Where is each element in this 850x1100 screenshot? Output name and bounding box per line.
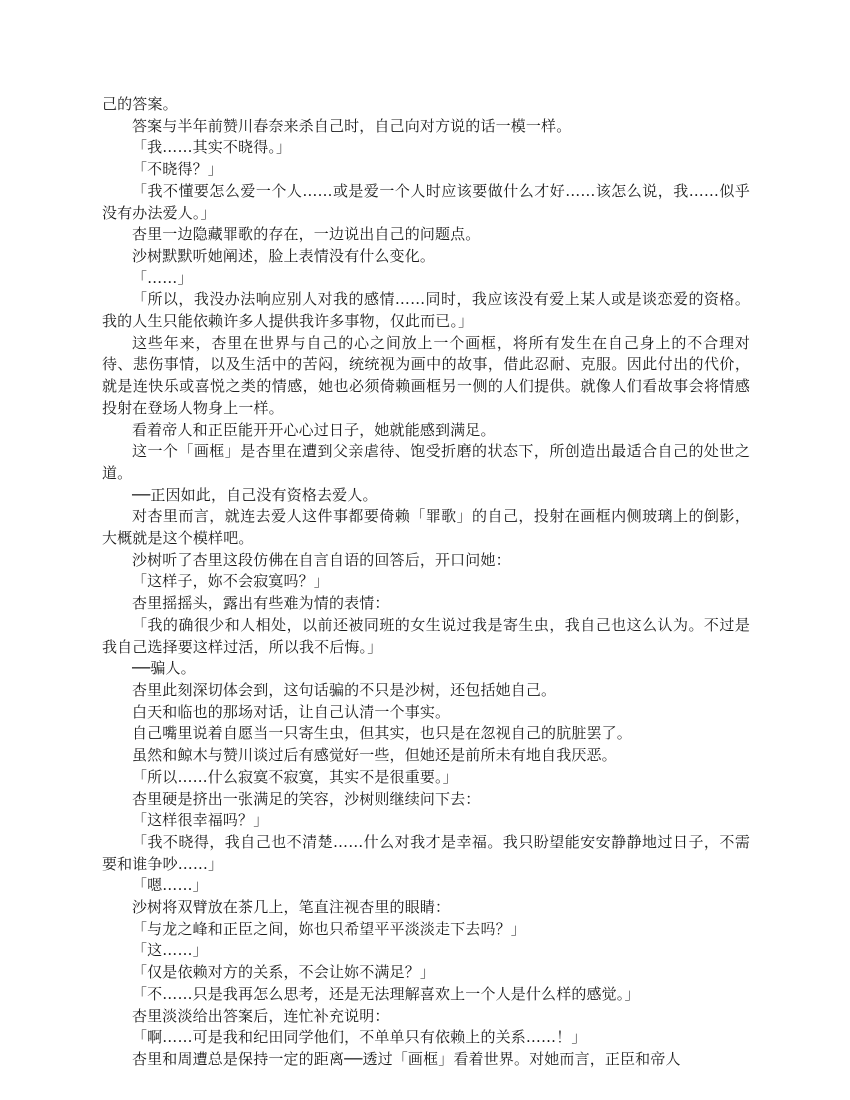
paragraph: 「我的确很少和人相处，以前还被同班的女生说过我是寄生虫，我自己也这么认为。不过是我自己选择要这样过活，所以我不后悔。」 [102, 615, 750, 656]
paragraph: 「嗯……」 [132, 876, 208, 895]
paragraph: 「这样很幸福吗？」 [132, 811, 269, 830]
paragraph: 「我……其实不晓得。」 [132, 138, 292, 157]
paragraph: 杏里摇摇头，露出有些难为情的表情： [132, 594, 390, 613]
paragraph: 杏里一边隐藏罪歌的存在，一边说出自己的问题点。 [132, 225, 481, 244]
paragraph: 白天和临也的那场对话，让自己认清一个事实。 [132, 702, 451, 721]
paragraph: 「我不懂要怎么爱一个人……或是爱一个人时应该要做什么才好……该怎么说，我……似乎没有办法爱人。」 [102, 181, 750, 222]
paragraph: 沙树默默听她阐述，脸上表情没有什么变化。 [132, 246, 436, 265]
paragraph: 「所以，我没办法响应别人对我的感情……同时，我应该没有爱上某人或是谈恋爱的资格。我的人生只能依赖许多人提供我许多事物，仅此而已。」 [102, 290, 750, 331]
paragraph: 答案与半年前赞川春奈来杀自己时，自己向对方说的话一模一样。 [132, 116, 572, 135]
paragraph: 自己嘴里说着自愿当一只寄生虫，但其实，也只是在忽视自己的肮脏罢了。 [132, 724, 632, 743]
paragraph: 杏里和周遭总是保持一定的距离──透过「画框」看着世界。对她而言，正臣和帝人 [132, 1049, 681, 1068]
paragraph: 看着帝人和正臣能开开心心过日子，她就能感到满足。 [132, 420, 496, 439]
paragraph: 沙树将双臂放在茶几上，笔直注视杏里的眼睛： [132, 898, 451, 917]
paragraph: ──骗人。 [132, 659, 196, 678]
paragraph: 「与龙之峰和正臣之间，妳也只希望平平淡淡走下去吗？」 [132, 919, 526, 938]
paragraph: 「……」 [132, 268, 193, 287]
paragraph: 「不……只是我再怎么思考，还是无法理解喜欢上一个人是什么样的感觉。」 [132, 984, 640, 1003]
paragraph: 「这……」 [132, 941, 208, 960]
paragraph: 沙树听了杏里这段仿佛在自言自语的回答后，开口问她： [132, 550, 511, 569]
paragraph: 「啊……可是我和纪田同学他们，不单单只有依赖上的关系……！」 [132, 1028, 587, 1047]
paragraph: 「这样子，妳不会寂寞吗？」 [132, 572, 329, 591]
document-page [102, 94, 750, 1071]
paragraph: 虽然和鲸木与赞川谈过后有感觉好一些，但她还是前所未有地自我厌恶。 [132, 746, 617, 765]
paragraph: 「所以……什么寂寞不寂寞，其实不是很重要。」 [132, 767, 458, 786]
paragraph: 杏里淡淡给出答案后，连忙补充说明： [132, 1006, 390, 1025]
paragraph: ──正因如此，自己没有资格去爱人。 [132, 485, 378, 504]
paragraph: 对杏里而言，就连去爱人这件事都要倚赖「罪歌」的自己，投射在画框内侧玻璃上的倒影，大概就是这个模样吧。 [102, 507, 750, 548]
paragraph: 杏里此刻深切体会到，这句话骗的不只是沙树，还包括她自己。 [132, 680, 557, 699]
paragraph: 「我不晓得，我自己也不清楚……什么对我才是幸福。我只盼望能安安静静地过日子，不需要和谁争吵……」 [102, 832, 750, 873]
paragraph: 「仅是依赖对方的关系，不会让妳不满足？」 [132, 963, 436, 982]
paragraph: 这些年来，杏里在世界与自己的心之间放上一个画框，将所有发生在自己身上的不合理对待、悲伤事情，以及生活中的苦闷，统统视为画中的故事，借此忍耐、克服。因此付出的代价，就是连快乐或喜悦之类的情感，她也必须倚赖画框另一侧的人们提供。就像人们看故事会将情感投射在登场人物身上一样。 [102, 333, 750, 417]
paragraph: 己的答案。 [102, 95, 178, 113]
paragraph: 「不晓得？」 [132, 160, 223, 179]
paragraph: 杏里硬是挤出一张满足的笑容，沙树则继续问下去： [132, 789, 481, 808]
paragraph: 这一个「画框」是杏里在遭到父亲虐待、饱受折磨的状态下，所创造出最适合自己的处世之道。 [102, 442, 750, 482]
